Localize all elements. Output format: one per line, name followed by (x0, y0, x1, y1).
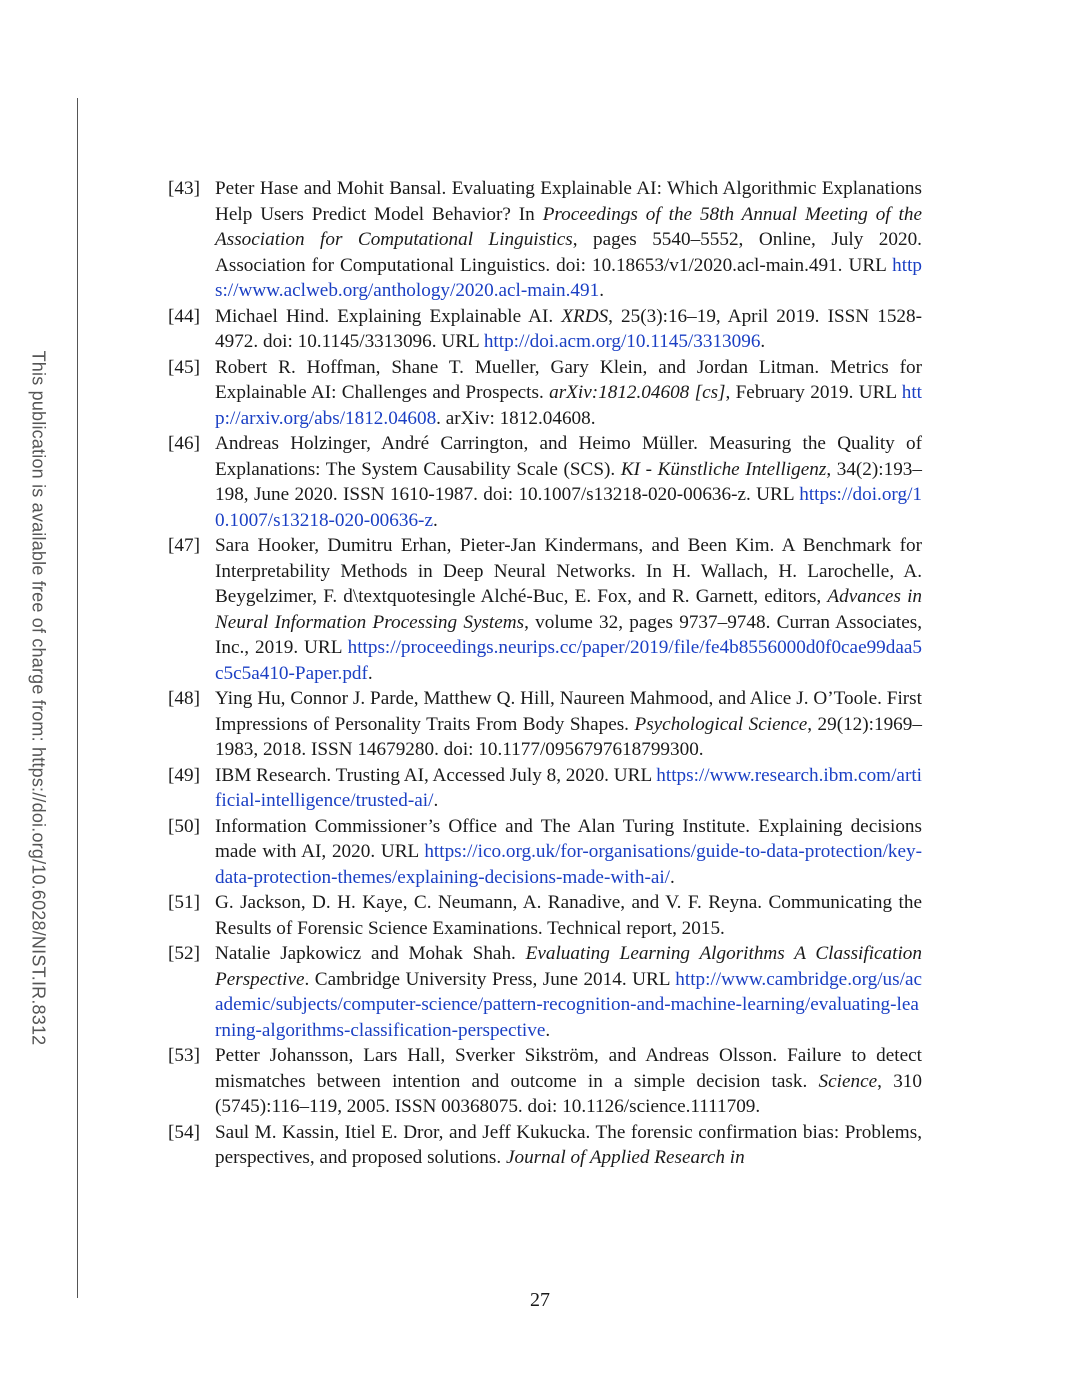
reference-number: [43] (168, 178, 200, 199)
reference-url-link[interactable]: https://proceedings.neurips.cc/paper/2019/file/fe4b8556000d0f0cae99daa5c5c5a410-Paper.pdf (215, 637, 922, 684)
reference-text: Ying Hu, Connor J. Parde, Matthew Q. Hill, Naureen Mahmood, and Alice J. O’Toole. First Impressions of Personality Traits From Body Shapes. (215, 688, 922, 735)
reference-list (168, 176, 922, 1171)
reference-text: G. Jackson, D. H. Kaye, C. Neumann, A. Ranadive, and V. F. Reyna. Communicating the Results of Forensic Science Examinations. Technical report, 2015. (215, 892, 922, 939)
reference-url-link[interactable]: http://doi.acm.org/10.1145/3313096 (483, 331, 761, 352)
reference-item (168, 355, 922, 432)
margin-rule (77, 98, 78, 1298)
reference-number: [50] (168, 815, 200, 837)
reference-end: . (432, 509, 438, 531)
reference-venue: Psychological Science (634, 713, 808, 735)
reference-number: [51] (168, 892, 200, 913)
reference-number: [45] (168, 356, 200, 378)
reference-details: , volume 32, pages 9737–9748. Curran Associates, Inc., 2019. URL (215, 611, 922, 658)
availability-notice: This publication is available free of charge from: https://doi.org/10.6028/NIST.IR.8312 (28, 350, 49, 1046)
reference-text: Andreas Holzinger, André Carrington, and Heimo Müller. Measuring the Quality of Explanations: The System Causability Scale (SCS). (215, 433, 922, 480)
reference-number: [48] (168, 688, 200, 709)
reference-url-link[interactable]: https://www.research.ibm.com/artificial-intelligence/trusted-ai/ (215, 764, 922, 811)
reference-text: Information Commissioner’s Office and The Alan Turing Institute. Explaining decisions made with AI, 2020. URL (215, 815, 922, 862)
reference-end: . (670, 866, 675, 888)
reference-details: , pages 5540–5552, Online, July 2020. Association for Computational Linguistics. doi: 10.18653/v1/2020.acl-main.491. URL (215, 229, 922, 276)
reference-details: . Cambridge University Press, June 2014. URL (304, 968, 676, 990)
reference-item (168, 686, 922, 763)
reference-item (168, 176, 922, 304)
reference-url-link[interactable]: https://www.aclweb.org/anthology/2020.acl-main.491 (215, 254, 922, 301)
reference-number: [54] (168, 1121, 200, 1143)
reference-end: . (599, 280, 605, 301)
reference-number: [52] (168, 943, 200, 964)
reference-item (168, 1120, 922, 1171)
reference-end: . arXiv: 1812.04608. (436, 407, 596, 429)
reference-details: , 34(2):193–198, June 2020. ISSN 1610-1987. doi: 10.1007/s13218-020-00636-z. URL (215, 458, 922, 505)
reference-details: , 29(12):1969–1983, 2018. ISSN 14679280. doi: 10.1177/0956797618799300. (215, 713, 922, 760)
reference-text: IBM Research. Trusting AI, Accessed July 8, 2020. URL (215, 764, 657, 786)
reference-item (168, 1043, 922, 1120)
reference-url-link[interactable]: http://arxiv.org/abs/1812.04608 (215, 382, 922, 429)
reference-venue: Advances in Neural Information Processing Systems (215, 586, 922, 633)
reference-item (168, 304, 922, 355)
reference-text: Michael Hind. Explaining Explainable AI. (215, 305, 562, 327)
reference-venue: XRDS (561, 305, 609, 327)
reference-end: . (367, 662, 373, 684)
reference-number: [49] (168, 764, 200, 786)
reference-details: , February 2019. URL (725, 382, 902, 403)
reference-details: , 310 (5745):116–119, 2005. ISSN 00368075. doi: 10.1126/science.1111709. (215, 1070, 922, 1117)
reference-text: Saul M. Kassin, Itiel E. Dror, and Jeff Kukucka. The forensic confirmation bias: Problems, perspectives, and proposed solutions. (215, 1121, 922, 1168)
reference-end: . (760, 331, 766, 352)
reference-text: Robert R. Hoffman, Shane T. Mueller, Gary Klein, and Jordan Litman. Metrics for Explainable AI: Challenges and Prospects. (215, 356, 922, 403)
reference-number: [44] (168, 305, 200, 327)
reference-url-link[interactable]: https://doi.org/10.1007/s13218-020-00636-z (215, 484, 922, 531)
reference-details: , 25(3):16–19, April 2019. ISSN 1528-4972. doi: 10.1145/3313096. URL (215, 305, 922, 352)
reference-number: [53] (168, 1045, 200, 1066)
reference-item (168, 431, 922, 533)
reference-venue: Science (818, 1070, 878, 1092)
reference-text: Petter Johansson, Lars Hall, Sverker Sikström, and Andreas Olsson. Failure to detect mismatches between intention and outcome in a simple decision task. (215, 1045, 922, 1092)
reference-text: Natalie Japkowicz and Mohak Shah. (215, 943, 526, 964)
reference-venue: Journal of Applied Research in (505, 1147, 745, 1168)
reference-end: . (433, 790, 439, 811)
reference-item (168, 890, 922, 941)
reference-venue: Proceedings of the 58th Annual Meeting of the Association for Computational Linguistics (215, 203, 922, 250)
reference-item (168, 941, 922, 1043)
reference-number: [47] (168, 535, 200, 556)
reference-venue: arXiv:1812.04608 [cs] (549, 382, 726, 403)
reference-url-link[interactable]: http://www.cambridge.org/us/academic/subjects/computer-science/pattern-recognition-and-machine-learning/evaluating-learning-algorithms-classification-perspective (215, 968, 922, 1041)
reference-item (168, 763, 922, 814)
page-number: 27 (530, 1289, 550, 1311)
reference-url-link[interactable]: https://ico.org.uk/for-organisations/guide-to-data-protection/key-data-protection-themes/explaining-decisions-made-with-ai/ (215, 841, 922, 888)
reference-text: Sara Hooker, Dumitru Erhan, Pieter-Jan Kindermans, and Been Kim. A Benchmark for Interpretability Methods in Deep Neural Networks. In H. Wallach, H. Larochelle, A. Beygelzimer, F. d\textquotesingle Alché-Buc, E. Fox, and R. Garnett, editors, (215, 535, 922, 607)
reference-venue: KI - Künstliche Intelligenz (620, 458, 827, 480)
reference-text: Peter Hase and Mohit Bansal. Evaluating Explainable AI: Which Algorithmic Explanations Help Users Predict Model Behavior? In (215, 178, 922, 225)
reference-venue: Evaluating Learning Algorithms A Classification Perspective (215, 943, 922, 990)
reference-number: [46] (168, 433, 200, 454)
reference-item (168, 533, 922, 686)
reference-item (168, 814, 922, 891)
reference-end: . (545, 1019, 551, 1041)
